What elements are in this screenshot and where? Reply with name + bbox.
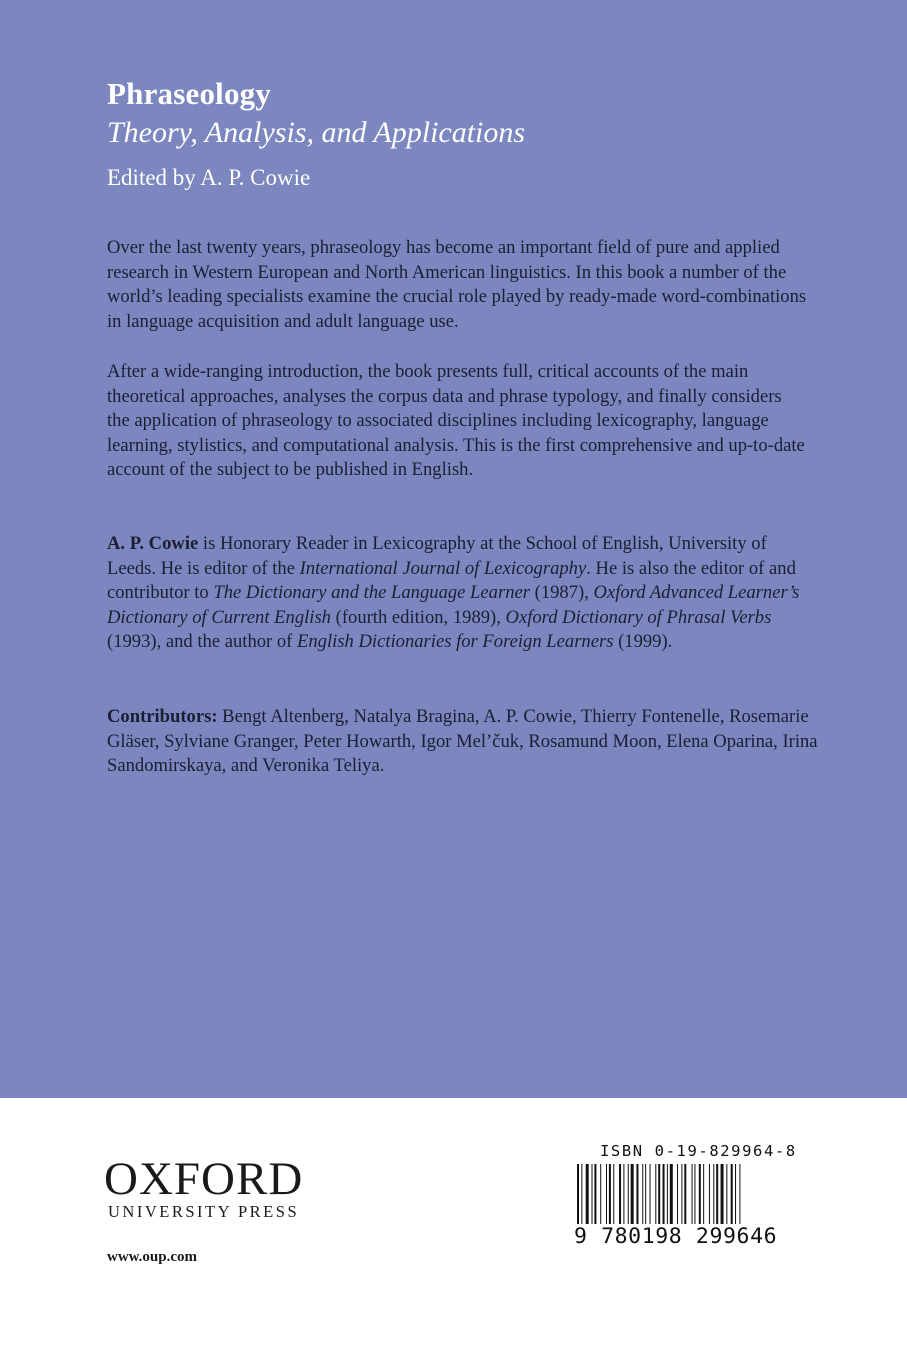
barcode-digits: 9 780198 299646	[574, 1224, 778, 1249]
bio-text: (1999).	[613, 631, 673, 653]
contributors-names: Bengt Altenberg, Natalya Bragina, A. P. Cowie, Thierry Fontenelle, Rosemarie Gläser, Sylviane Granger, Peter Howarth, Igor Mel’čuk, Rosamund Moon, Elena Oparina, Irina Sandomirskaya, and Veronika Teliya.	[107, 706, 818, 777]
blurb-paragraph-2: After a wide-ranging introduction, the book presents full, critical accounts of the main theoretical approaches, analyses the corpus data and phrase typology, and finally considers the application of phraseology to associated disciplines including lexicography, language learning, stylistics, and computational analysis. This is the first comprehensive and up-to-date account of the subject to be published in English.	[107, 361, 805, 481]
publisher-logo-name: OXFORD	[104, 1153, 304, 1205]
book-title-ref: The Dictionary and the Language Learner	[213, 582, 530, 604]
bio-text: . He is also the editor of and contributor to	[107, 557, 796, 604]
bio-text: (1993), and the author of	[107, 631, 298, 653]
journal-title: International Journal of Lexicography	[299, 557, 587, 579]
contributors	[107, 705, 827, 779]
book-title-ref: Oxford Dictionary of Phrasal Verbs	[505, 606, 772, 628]
book-title-ref: English Dictionaries for Foreign Learners	[297, 631, 614, 653]
book-title-ref: Oxford Advanced Learner’s Dictionary of Current English	[107, 582, 800, 628]
editor-line: Edited by A. P. Cowie	[107, 165, 311, 190]
publisher-url: www.oup.com	[107, 1249, 198, 1265]
author-bio	[107, 532, 807, 655]
book-title: Phraseology	[107, 76, 272, 111]
blurb-paragraph-1: Over the last twenty years, phraseology has become an important field of pure and applied research in Western European and North American linguistics. In this book a number of the world’s leading specialists examine the crucial role played by ready-made word-combinations in language acquisition and adult language use.	[107, 237, 807, 332]
bio-text: (fourth edition, 1989),	[330, 606, 506, 628]
author-name: A. P. Cowie	[107, 533, 199, 554]
book-subtitle: Theory, Analysis, and Applications	[107, 116, 526, 149]
publisher-logo-press: UNIVERSITY PRESS	[108, 1202, 300, 1221]
contributors-label: Contributors:	[107, 706, 218, 727]
isbn-label: ISBN 0-19-829964-8	[600, 1142, 797, 1160]
bio-text: is Honorary Reader in Lexicography at the School of English, University of Leeds. He is editor of the	[107, 533, 767, 579]
bio-text: (1987),	[529, 582, 594, 604]
